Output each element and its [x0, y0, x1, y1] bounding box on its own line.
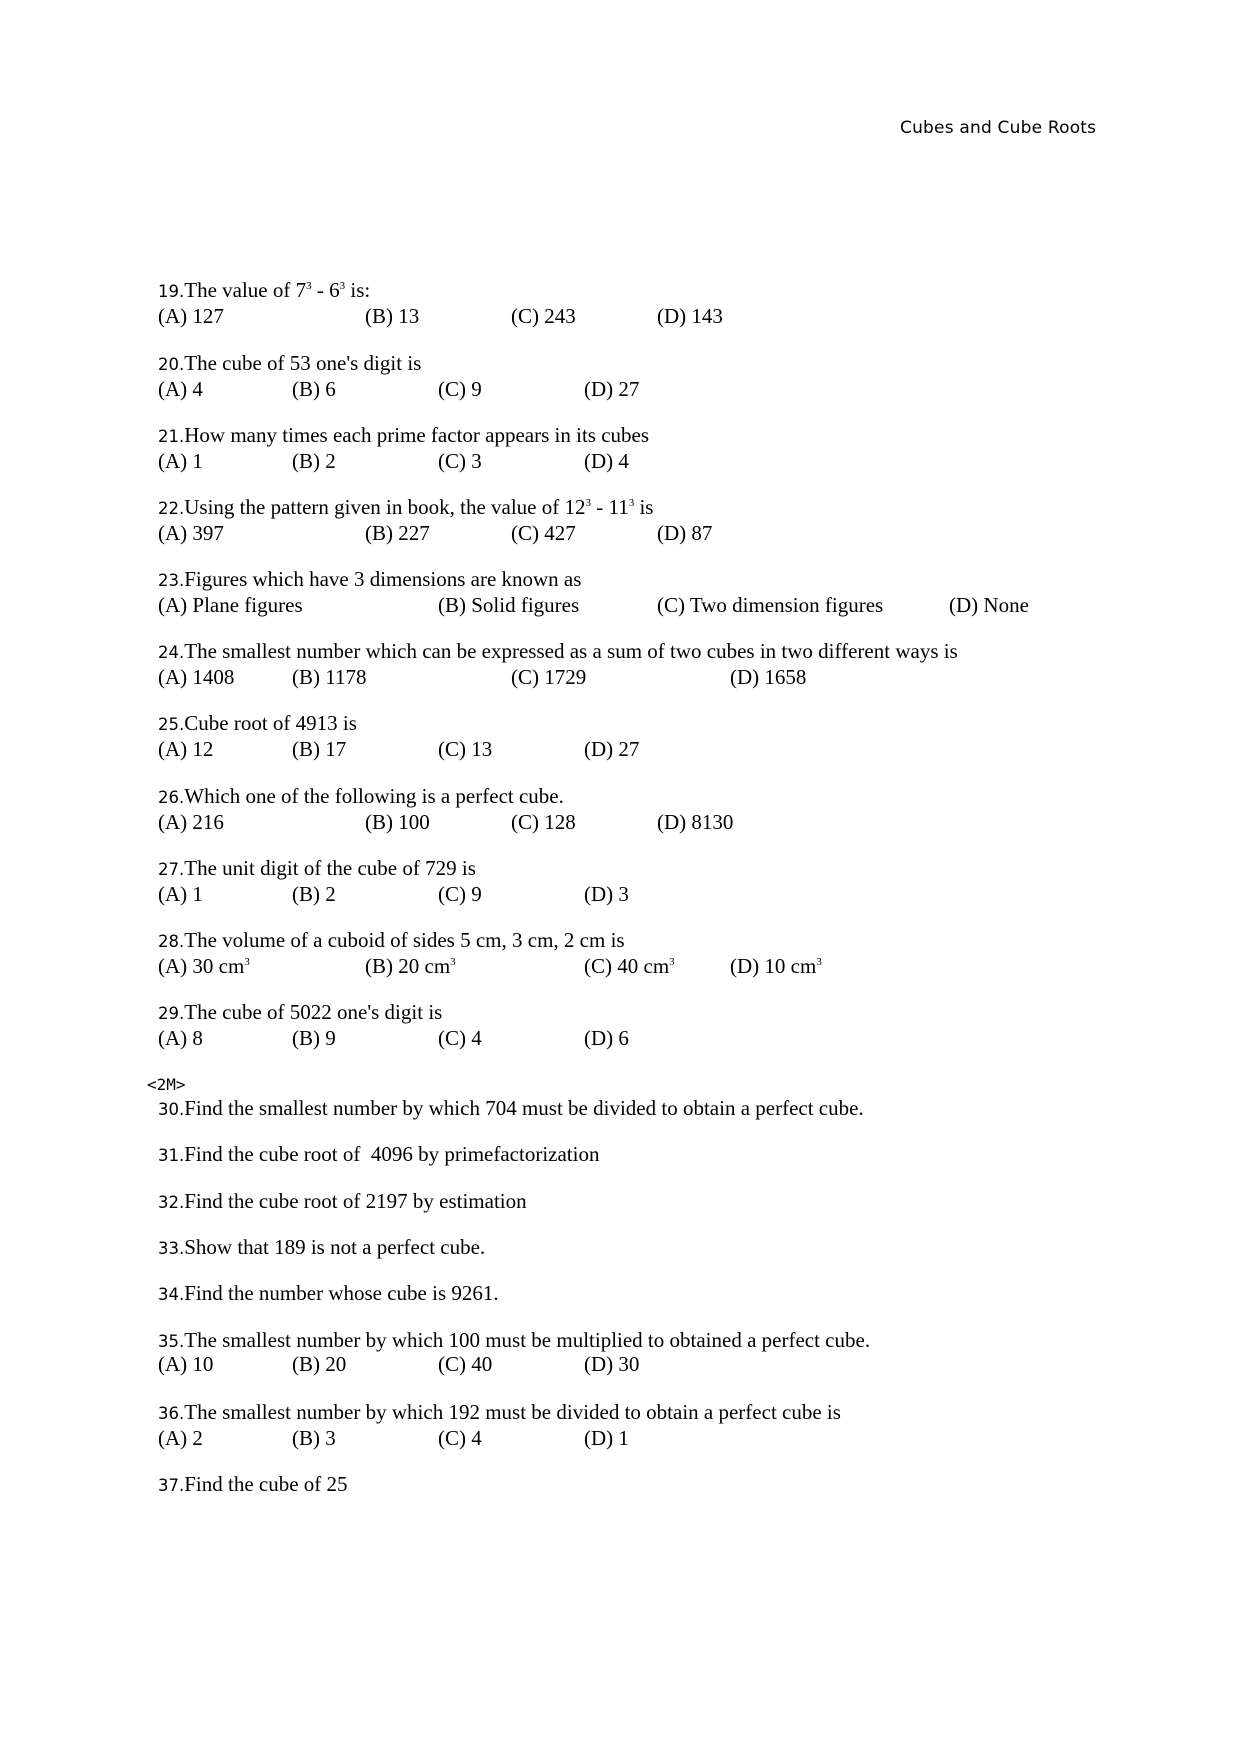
options-25 [158, 737, 1158, 761]
question-text: The cube of 53 one's digit is [184, 351, 422, 375]
option-a: (A) 4 [158, 377, 203, 401]
question-text-mid: - 11 [591, 495, 629, 519]
option-b: (B) 20 [292, 1352, 347, 1376]
option-b: (B) 17 [292, 737, 347, 761]
option-text: (D) 10 cm [730, 954, 817, 978]
option-b: (B) Solid figures [438, 593, 580, 617]
option-d: (D) 27 [584, 737, 640, 761]
options-28 [158, 954, 1158, 978]
question-22 [158, 495, 653, 521]
option-d: (D) 1658 [730, 665, 807, 689]
option-b: (B) 9 [292, 1026, 336, 1050]
exponent: 3 [339, 280, 346, 292]
option-c [584, 954, 675, 978]
question-text: Using the pattern given in book, the value of 12 [184, 495, 586, 519]
question-24 [158, 639, 958, 665]
option-c: (C) 40 [438, 1352, 493, 1376]
option-c: (C) 1729 [511, 665, 587, 689]
question-text-end: is: [345, 278, 371, 302]
option-c: (C) 4 [438, 1426, 482, 1450]
option-a: (A) 2 [158, 1426, 203, 1450]
question-number: 21. [158, 427, 185, 446]
question-text: Which one of the following is a perfect cube. [184, 784, 564, 808]
option-c: (C) 427 [511, 521, 576, 545]
option-a: (A) 10 [158, 1352, 214, 1376]
question-text: How many times each prime factor appears in its cubes [184, 423, 650, 447]
options-29 [158, 1026, 1158, 1050]
question-26 [158, 784, 564, 810]
option-a: (A) 127 [158, 304, 224, 328]
question-30 [158, 1096, 864, 1122]
option-d: (D) 1 [584, 1426, 629, 1450]
question-number: 28. [158, 932, 185, 951]
question-36 [158, 1400, 841, 1426]
question-number: 36. [158, 1404, 185, 1423]
question-number: 30. [158, 1100, 185, 1119]
question-number: 33. [158, 1239, 185, 1258]
question-text-end: is [634, 495, 654, 519]
question-number: 29. [158, 1004, 185, 1023]
option-c: (C) 9 [438, 882, 482, 906]
option-d: (D) 6 [584, 1026, 629, 1050]
question-text: Find the number whose cube is 9261. [184, 1281, 499, 1305]
option-a: (A) 12 [158, 737, 214, 761]
options-35 [158, 1352, 1158, 1376]
question-number: 20. [158, 355, 185, 374]
option-d: (D) 87 [657, 521, 713, 545]
exponent: 3 [244, 956, 250, 968]
question-text: The smallest number which can be expressed as a sum of two cubes in two different ways is [184, 639, 958, 663]
question-21 [158, 423, 649, 449]
question-31 [158, 1142, 599, 1168]
question-text: The smallest number by which 192 must be divided to obtain a perfect cube is [184, 1400, 841, 1424]
question-text: Find the cube of 25 [184, 1472, 348, 1496]
option-b: (B) 6 [292, 377, 336, 401]
question-text: Figures which have 3 dimensions are known as [184, 567, 582, 591]
question-20 [158, 351, 421, 377]
question-number: 26. [158, 788, 185, 807]
option-b [365, 954, 456, 978]
option-text: (C) 40 cm [584, 954, 670, 978]
option-a: (A) 397 [158, 521, 224, 545]
option-a: (A) 8 [158, 1026, 203, 1050]
option-d: (D) 8130 [657, 810, 734, 834]
options-23 [158, 593, 1158, 617]
question-35 [158, 1328, 870, 1354]
option-d: (D) 3 [584, 882, 629, 906]
question-text: The smallest number by which 100 must be multiplied to obtained a perfect cube. [184, 1328, 871, 1352]
options-26 [158, 810, 1158, 834]
option-a: (A) Plane figures [158, 593, 303, 617]
question-text-mid: - 6 [311, 278, 340, 302]
option-c: (C) 128 [511, 810, 576, 834]
question-32 [158, 1189, 527, 1215]
option-d: (D) None [949, 593, 1029, 617]
options-20 [158, 377, 1158, 401]
options-27 [158, 882, 1158, 906]
option-a: (A) 1 [158, 449, 203, 473]
question-number: 32. [158, 1193, 185, 1212]
question-text: Find the smallest number by which 704 must be divided to obtain a perfect cube. [184, 1096, 864, 1120]
option-b: (B) 3 [292, 1426, 336, 1450]
option-c: (C) 3 [438, 449, 482, 473]
options-21 [158, 449, 1158, 473]
option-c: (C) 9 [438, 377, 482, 401]
question-number: 37. [158, 1476, 185, 1495]
section-marks-label: <2M> [147, 1075, 186, 1094]
option-text: (A) 30 cm [158, 954, 245, 978]
question-number: 27. [158, 860, 185, 879]
question-25 [158, 711, 357, 737]
exponent: 3 [816, 956, 822, 968]
question-text: The cube of 5022 one's digit is [184, 1000, 443, 1024]
option-c: (C) 4 [438, 1026, 482, 1050]
question-34 [158, 1281, 499, 1307]
option-b: (B) 100 [365, 810, 430, 834]
option-b: (B) 227 [365, 521, 430, 545]
options-24 [158, 665, 1158, 689]
exponent: 3 [450, 956, 456, 968]
question-number: 23. [158, 571, 185, 590]
question-number: 34. [158, 1285, 185, 1304]
exponent: 3 [306, 280, 312, 292]
question-text: Cube root of 4913 is [184, 711, 357, 735]
question-text: The unit digit of the cube of 729 is [184, 856, 476, 880]
option-a [158, 954, 250, 978]
option-b: (B) 2 [292, 882, 336, 906]
options-22 [158, 521, 1158, 545]
question-37 [158, 1472, 348, 1498]
option-b: (B) 1178 [292, 665, 367, 689]
option-b: (B) 2 [292, 449, 336, 473]
option-c: (C) Two dimension figures [657, 593, 884, 617]
option-b: (B) 13 [365, 304, 420, 328]
question-19 [158, 278, 370, 304]
question-number: 35. [158, 1332, 185, 1351]
option-a: (A) 1408 [158, 665, 235, 689]
question-number: 25. [158, 715, 185, 734]
question-29 [158, 1000, 442, 1026]
question-text: The volume of a cuboid of sides 5 cm, 3 cm, 2 cm is [184, 928, 625, 952]
question-number: 31. [158, 1146, 185, 1165]
option-c: (C) 13 [438, 737, 493, 761]
question-number: 24. [158, 643, 185, 662]
option-text: (B) 20 cm [365, 954, 451, 978]
question-27 [158, 856, 476, 882]
question-23 [158, 567, 581, 593]
exponent: 3 [628, 497, 635, 509]
option-d: (D) 27 [584, 377, 640, 401]
option-d: (D) 30 [584, 1352, 640, 1376]
option-d: (D) 143 [657, 304, 723, 328]
page-header-title: Cubes and Cube Roots [900, 118, 1097, 138]
option-d [730, 954, 822, 978]
options-36 [158, 1426, 1158, 1450]
question-number: 19. [158, 282, 185, 301]
option-d: (D) 4 [584, 449, 629, 473]
option-a: (A) 1 [158, 882, 203, 906]
question-text: Find the cube root of 4096 by primefactorization [184, 1142, 600, 1166]
exponent: 3 [585, 497, 591, 509]
exponent: 3 [669, 956, 675, 968]
options-19 [158, 304, 1158, 328]
question-33 [158, 1235, 485, 1261]
question-text: Find the cube root of 2197 by estimation [184, 1189, 527, 1213]
option-a: (A) 216 [158, 810, 224, 834]
option-c: (C) 243 [511, 304, 576, 328]
question-text: Show that 189 is not a perfect cube. [184, 1235, 486, 1259]
question-28 [158, 928, 625, 954]
question-text: The value of 7 [184, 278, 307, 302]
question-number: 22. [158, 499, 185, 518]
